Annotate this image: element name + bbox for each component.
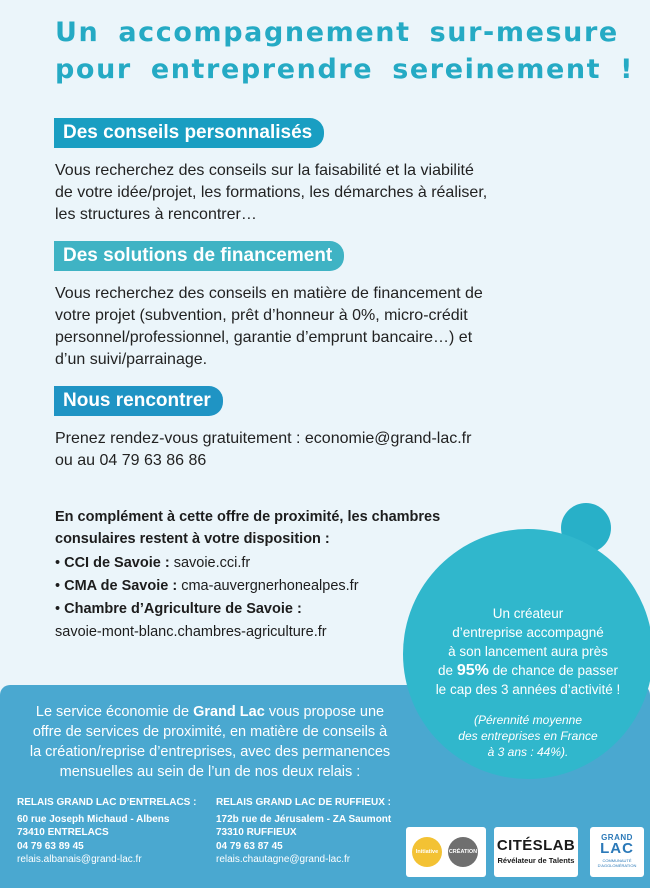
relay-address: 172b rue de Jérusalem - ZA Saumont xyxy=(216,813,392,825)
text-line: Prenez rendez-vous gratuitement : economie@grand-lac.fr xyxy=(55,430,472,447)
text-line: En complément à cette offre de proximité, les chambres xyxy=(55,509,441,525)
text-line xyxy=(403,661,650,680)
initiative-creation-logo xyxy=(406,827,486,877)
complement-text xyxy=(55,506,535,550)
text-line: consulaires restent à votre disposition : xyxy=(55,531,330,547)
text-line: la création/reprise d’entreprises, avec des permanences xyxy=(29,744,391,760)
text-fragment: de chance de passer xyxy=(492,663,618,678)
citeslab-logo xyxy=(494,827,578,877)
relay-ruffieux xyxy=(216,796,391,867)
chamber-name: Chambre d’Agriculture de Savoie : xyxy=(64,601,302,617)
bullet: • xyxy=(55,555,61,571)
chamber-cci xyxy=(55,552,475,575)
text-fragment: Le service économie de xyxy=(35,704,190,720)
stat-percentage: 95% xyxy=(456,662,489,679)
relay-title: RELAIS GRAND LAC DE RUFFIEUX : xyxy=(216,797,391,808)
text-line: de votre idée/projet, les formations, les démarches à réaliser, xyxy=(55,184,488,201)
stat-text xyxy=(403,604,650,699)
grand-lac-main: LAC xyxy=(600,840,634,857)
text-line: des entreprises en France xyxy=(458,729,598,743)
relay-phone[interactable]: 04 79 63 89 45 xyxy=(17,840,84,852)
title-line-2: pour entreprendre sereinement ! xyxy=(55,54,635,85)
grand-lac-sub: COMMUNAUTÉ D'AGGLOMÉRATION xyxy=(597,858,637,868)
section-heading-financement: Des solutions de financement xyxy=(54,241,344,271)
grand-lac-logo xyxy=(590,827,644,877)
title-line-1: Un accompagnement sur-mesure xyxy=(55,17,619,48)
bullet: • xyxy=(55,601,61,617)
chamber-name: CMA de Savoie : xyxy=(64,578,178,594)
initiative-logo-right: CRÉATION xyxy=(448,837,478,867)
section-heading-conseils: Des conseils personnalisés xyxy=(54,118,324,148)
text-line: Vous recherchez des conseils sur la faisabilité et la viabilité xyxy=(55,162,474,179)
text-line: personnel/professionnel, garantie d’emprunt bancaire…) et xyxy=(55,329,473,346)
bullet: • xyxy=(55,578,61,594)
text-line: à 3 ans : 44%). xyxy=(487,745,569,759)
section-text-rencontrer xyxy=(55,428,600,472)
service-text xyxy=(0,702,420,782)
text-line xyxy=(0,702,420,722)
page-title xyxy=(55,14,635,88)
chamber-name: CCI de Savoie : xyxy=(64,555,170,571)
citeslab-name: CITÉSLAB xyxy=(496,837,576,854)
relay-entrelacs xyxy=(17,796,196,867)
section-text-conseils xyxy=(55,160,600,226)
relay-title: RELAIS GRAND LAC D’ENTRELACS : xyxy=(17,797,197,808)
text-line: Vous recherchez des conseils en matière de financement de xyxy=(55,285,483,302)
text-line: (Pérennité moyenne xyxy=(473,713,583,727)
text-line: d’un suivi/parrainage. xyxy=(55,351,208,368)
stat-note xyxy=(403,712,650,760)
text-line: Un créateur xyxy=(492,606,564,621)
grand-lac-top: GRAND xyxy=(601,833,633,842)
citeslab-tagline: Révélateur de Talents xyxy=(497,856,575,865)
chamber-url[interactable]: cma-auvergnerhonealpes.fr xyxy=(181,578,359,594)
section-heading-rencontrer: Nous rencontrer xyxy=(54,386,223,416)
relay-city: 73410 ENTRELACS xyxy=(17,827,109,838)
text-line: ou au 04 79 63 86 86 xyxy=(55,452,207,469)
initiative-logo-left: Initiative xyxy=(412,837,442,867)
chamber-url[interactable]: savoie.cci.fr xyxy=(173,555,251,571)
text-fragment: vous propose une xyxy=(268,704,385,720)
text-line: les structures à rencontrer… xyxy=(55,206,257,223)
text-line: mensuelles au sein de l’un de nos deux relais : xyxy=(59,764,361,780)
text-fragment: de xyxy=(438,663,454,678)
chamber-url[interactable]: savoie-mont-blanc.chambres-agriculture.fr xyxy=(55,624,327,640)
text-line: d’entreprise accompagné xyxy=(452,625,604,640)
relay-phone[interactable]: 04 79 63 87 45 xyxy=(216,840,283,852)
relay-email[interactable]: relais.chautagne@grand-lac.fr xyxy=(216,854,351,865)
chamber-cma xyxy=(55,575,475,598)
text-line: le cap des 3 années d’activité ! xyxy=(435,682,621,697)
brand-name: Grand Lac xyxy=(193,704,265,720)
relay-address: 60 rue Joseph Michaud - Albens xyxy=(17,813,170,825)
text-line: offre de services de proximité, en matière de conseils à xyxy=(32,724,388,740)
text-line: à son lancement aura près xyxy=(448,644,608,659)
relay-email[interactable]: relais.albanais@grand-lac.fr xyxy=(17,854,142,865)
text-line: votre projet (subvention, prêt d’honneur à 0%, micro-crédit xyxy=(55,307,468,324)
relay-city: 73310 RUFFIEUX xyxy=(216,827,297,838)
section-text-financement xyxy=(55,283,600,371)
